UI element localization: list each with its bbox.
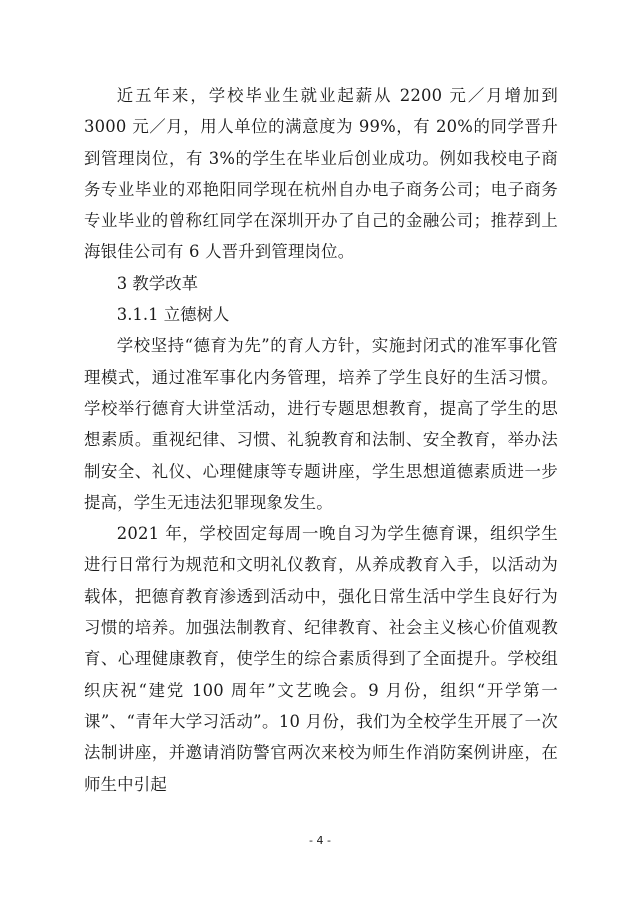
- page-content: [84, 80, 558, 800]
- page-number: - 4 -: [309, 834, 331, 847]
- section-heading: 3 教学改革: [116, 273, 198, 293]
- subsection-heading: 3.1.1 立德树人: [116, 305, 230, 325]
- paragraph-moral-education: 学校坚持“德育为先”的育人方针，实施封闭式的准军事化管理模式，通过准军事化内务管理，培养了学生良好的生活习惯。学校举行德育大讲堂活动，进行专题思想教育，提高了学生的思想素质。重视纪律、习惯、礼貌教育和法制、安全教育，举办法制安全、礼仪、心理健康等专题讲座，学生思想道德素质进一步提高，学生无违法犯罪现象发生。: [84, 336, 558, 512]
- paragraph-employment: 近五年来，学校毕业生就业起薪从 2200 元／月增加到 3000 元／月，用人单位的满意度为 99%，有 20%的同学晋升到管理岗位，有 3%的学生在毕业后创业成功。例如我校电子商务专业毕业的邓艳阳同学现在杭州自办电子商务公司；电子商务专业毕业的曾称红同学在深圳开办了自己的金融公司；推荐到上海银佳公司有 6 人晋升到管理岗位。: [84, 86, 558, 262]
- paragraph-2021-activities: 2021 年，学校固定每周一晚自习为学生德育课，组织学生进行日常行为规范和文明礼仪教育，从养成教育入手，以活动为载体，把德育教育渗透到活动中，强化日常生活中学生良好行为习惯的培养。加强法制教育、纪律教育、社会主义核心价值观教育、心理健康教育，使学生的综合素质得到了全面提升。学校组织庆祝“建党 100 周年”文艺晚会。9 月份，组织“开学第一课”、“青年大学习活动”。10 月份，我们为全校学生开展了一次法制讲座，并邀请消防警官两次来校为师生作消防案例讲座，在师生中引起: [84, 524, 558, 794]
